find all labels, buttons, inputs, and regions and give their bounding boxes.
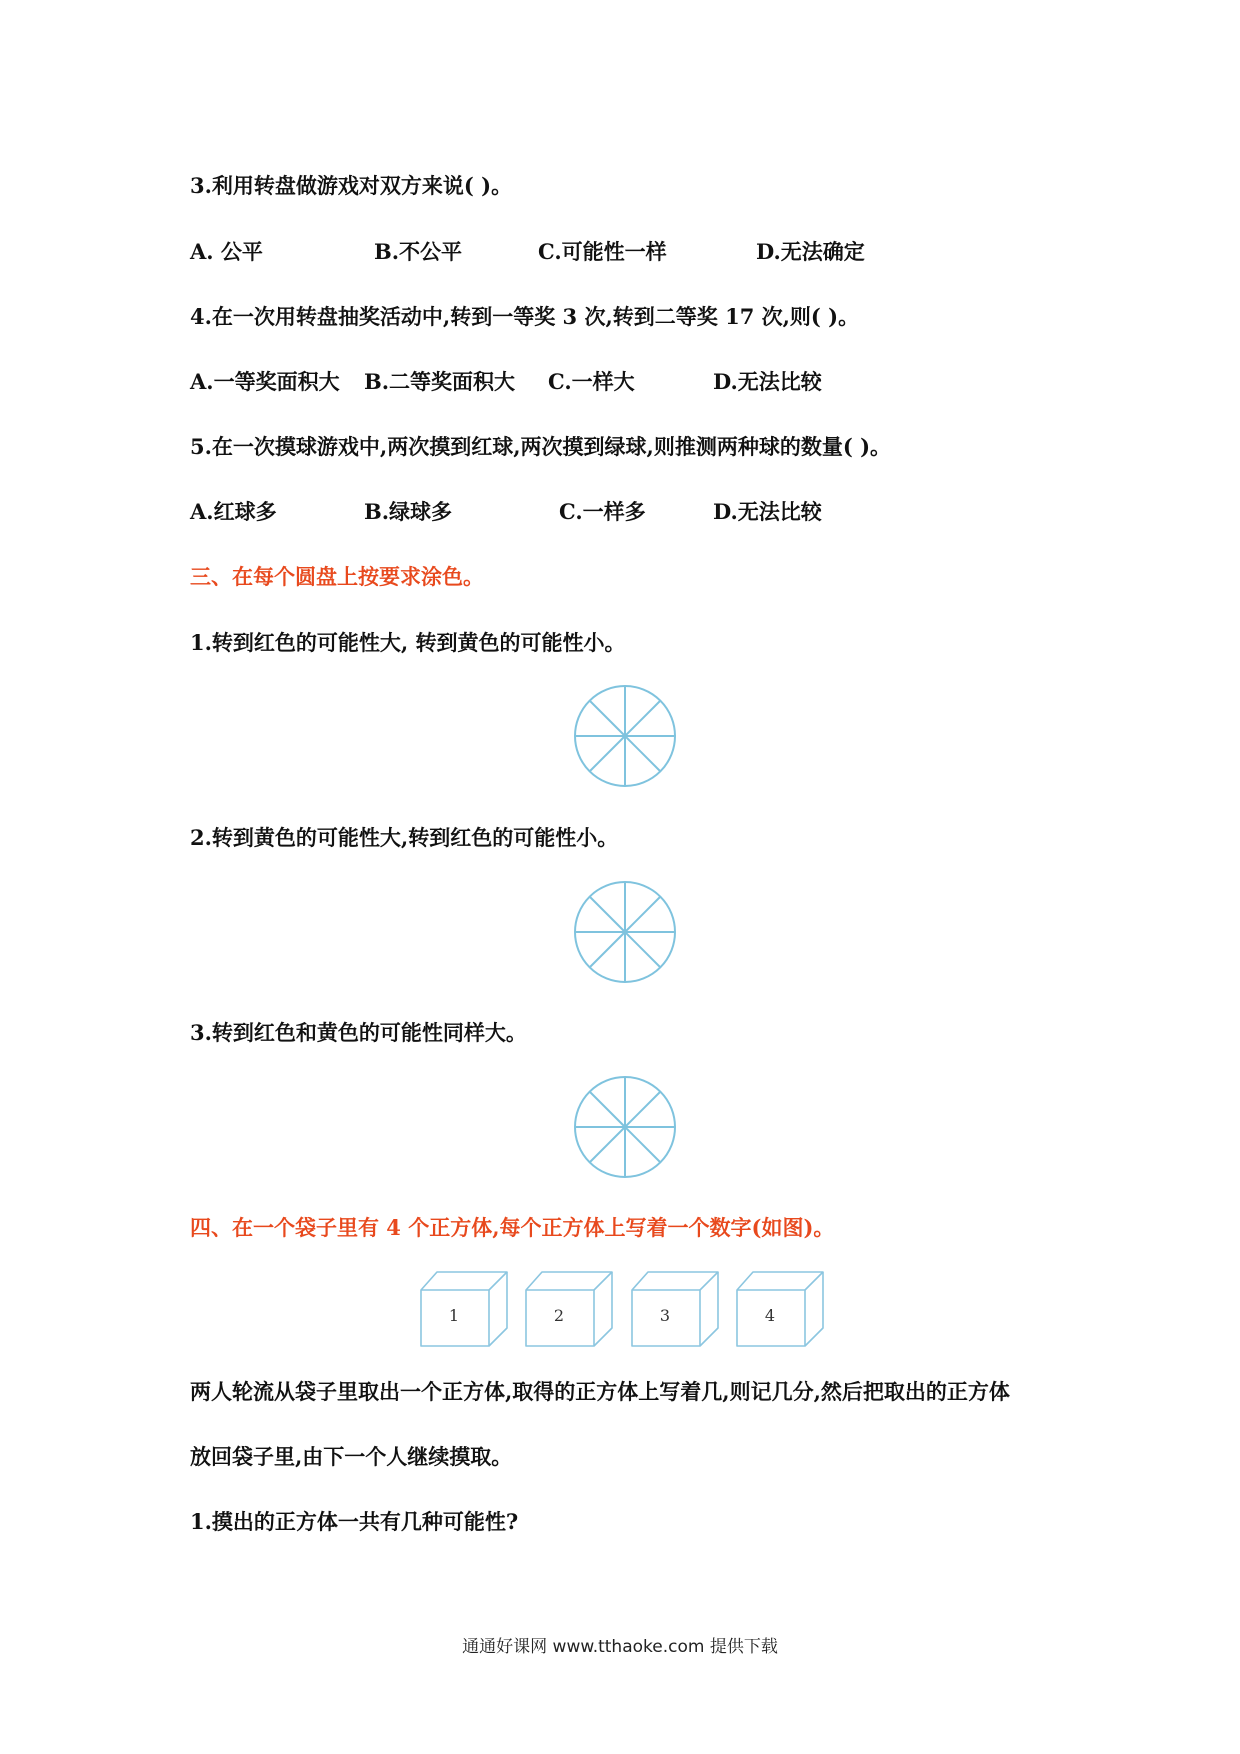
question-4-option-c: C.一样大 <box>548 369 635 394</box>
question-3-option-d: D.无法确定 <box>756 239 865 264</box>
section-4-paragraph-line-1: 两人轮流从袋子里取出一个正方体,取得的正方体上写着几,则记几分,然后把取出的正方体 <box>190 1379 1010 1404</box>
page-footer: 通通好课网 www.tthaoke.com 提供下载 <box>462 1637 778 1657</box>
question-5-option-c: C.一样多 <box>559 499 646 524</box>
question-3-option-c: C.可能性一样 <box>538 239 667 264</box>
cube-1 <box>419 1268 511 1348</box>
spinner-disk-3[interactable] <box>573 1075 677 1179</box>
section-3-item-1: 1.转到红色的可能性大, 转到黄色的可能性小。 <box>190 630 626 655</box>
section-3-heading: 三、在每个圆盘上按要求涂色。 <box>190 564 484 589</box>
question-4-option-d: D.无法比较 <box>713 369 822 394</box>
question-3-option-a: A. 公平 <box>190 239 263 264</box>
cube-3 <box>630 1268 722 1348</box>
cube-number: 4 <box>764 1306 776 1325</box>
spinner-sector-divider <box>625 736 660 771</box>
question-3-stem: 3.利用转盘做游戏对双方来说( )。 <box>190 173 513 198</box>
spinner-sector-divider <box>625 932 660 967</box>
cube-top-face <box>526 1272 612 1290</box>
question-5-option-d: D.无法比较 <box>713 499 822 524</box>
spinner-sector-divider <box>590 1092 625 1127</box>
cube-side-face <box>805 1272 823 1346</box>
cube-number: 3 <box>659 1306 671 1325</box>
question-4-option-b: B.二等奖面积大 <box>364 369 516 394</box>
cube-number: 1 <box>448 1306 460 1325</box>
spinner-sector-divider <box>625 897 660 932</box>
spinner-sector-divider <box>625 701 660 736</box>
cube-top-face <box>737 1272 823 1290</box>
spinner-sector-divider <box>590 736 625 771</box>
section-4-question-1: 1.摸出的正方体一共有几种可能性? <box>190 1509 519 1534</box>
cube-number: 2 <box>553 1306 565 1325</box>
cube-2 <box>524 1268 616 1348</box>
question-3-option-b: B.不公平 <box>374 239 463 264</box>
section-3-item-2: 2.转到黄色的可能性大,转到红色的可能性小。 <box>190 825 619 850</box>
spinner-disk-1[interactable] <box>573 684 677 788</box>
question-5-stem: 5.在一次摸球游戏中,两次摸到红球,两次摸到绿球,则推测两种球的数量( )。 <box>190 434 892 459</box>
question-5-option-a: A.红球多 <box>190 499 277 524</box>
cube-4 <box>735 1268 827 1348</box>
cube-side-face <box>594 1272 612 1346</box>
spinner-sector-divider <box>590 932 625 967</box>
section-4-heading: 四、在一个袋子里有 4 个正方体,每个正方体上写着一个数字(如图)。 <box>190 1215 835 1240</box>
cube-top-face <box>421 1272 507 1290</box>
cube-top-face <box>632 1272 718 1290</box>
spinner-sector-divider <box>590 897 625 932</box>
section-3-item-3: 3.转到红色和黄色的可能性同样大。 <box>190 1020 527 1045</box>
section-4-paragraph-line-2: 放回袋子里,由下一个人继续摸取。 <box>190 1444 513 1469</box>
question-5-option-b: B.绿球多 <box>364 499 453 524</box>
spinner-sector-divider <box>625 1127 660 1162</box>
spinner-sector-divider <box>625 1092 660 1127</box>
cube-side-face <box>489 1272 507 1346</box>
spinner-sector-divider <box>590 1127 625 1162</box>
spinner-disk-2[interactable] <box>573 880 677 984</box>
question-4-stem: 4.在一次用转盘抽奖活动中,转到一等奖 3 次,转到二等奖 17 次,则( )。 <box>190 304 860 329</box>
cube-side-face <box>700 1272 718 1346</box>
spinner-sector-divider <box>590 701 625 736</box>
question-4-option-a: A.一等奖面积大 <box>190 369 340 394</box>
